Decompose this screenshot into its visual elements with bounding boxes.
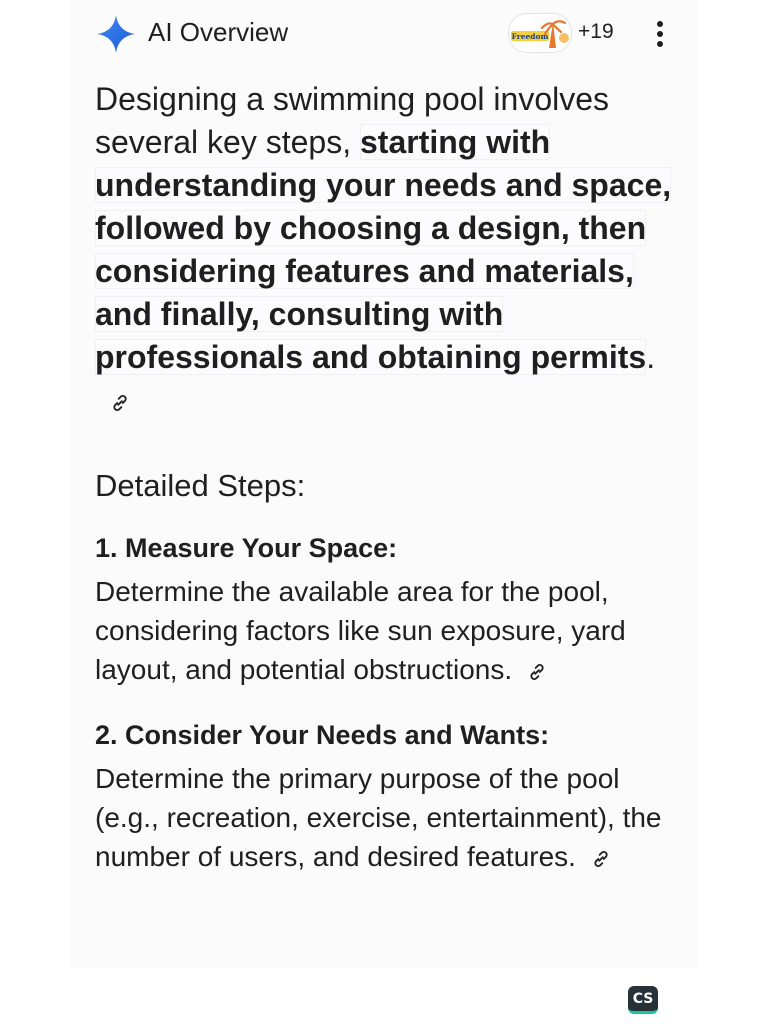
freedom-logo-icon bbox=[509, 14, 571, 52]
step-body-text: Determine the available area for the pool, considering factors like sun exposure, yard layout, and potential obstructions. bbox=[95, 576, 626, 685]
ai-overview-title: AI Overview bbox=[148, 17, 289, 47]
camscanner-badge: CS bbox=[628, 986, 658, 1014]
detailed-steps-heading: Detailed Steps: bbox=[95, 468, 306, 503]
source-count[interactable]: +19 bbox=[578, 20, 614, 43]
step-body bbox=[95, 759, 675, 876]
more-vert-icon[interactable] bbox=[650, 20, 670, 48]
summary-paragraph bbox=[95, 78, 675, 422]
summary-lead: Designing a swimming pool involves several key steps, bbox=[95, 81, 610, 160]
summary-end: . bbox=[646, 339, 656, 375]
step-title: 2. Consider Your Needs and Wants: bbox=[95, 720, 550, 750]
link-icon[interactable] bbox=[590, 848, 612, 870]
step-item bbox=[95, 717, 675, 876]
link-icon[interactable] bbox=[526, 661, 548, 683]
gemini-spark-icon bbox=[96, 14, 136, 54]
step-item bbox=[95, 530, 675, 689]
step-title: 1. Measure Your Space: bbox=[95, 533, 398, 563]
link-icon[interactable] bbox=[109, 392, 131, 414]
summary-highlight[interactable]: starting with understanding your needs and space, followed by choosing a design, then considering features and materials, and finally, consulting with professionals and obtaining permits bbox=[95, 124, 672, 375]
favicon-text: Freedom bbox=[511, 32, 549, 41]
ai-overview-content bbox=[95, 78, 675, 876]
source-favicon-stack[interactable] bbox=[508, 13, 572, 53]
step-body-text: Determine the primary purpose of the pool (e.g., recreation, exercise, entertainment), the number of users, and desired features. bbox=[95, 763, 662, 872]
step-body bbox=[95, 572, 675, 689]
ai-overview-header bbox=[70, 0, 698, 64]
